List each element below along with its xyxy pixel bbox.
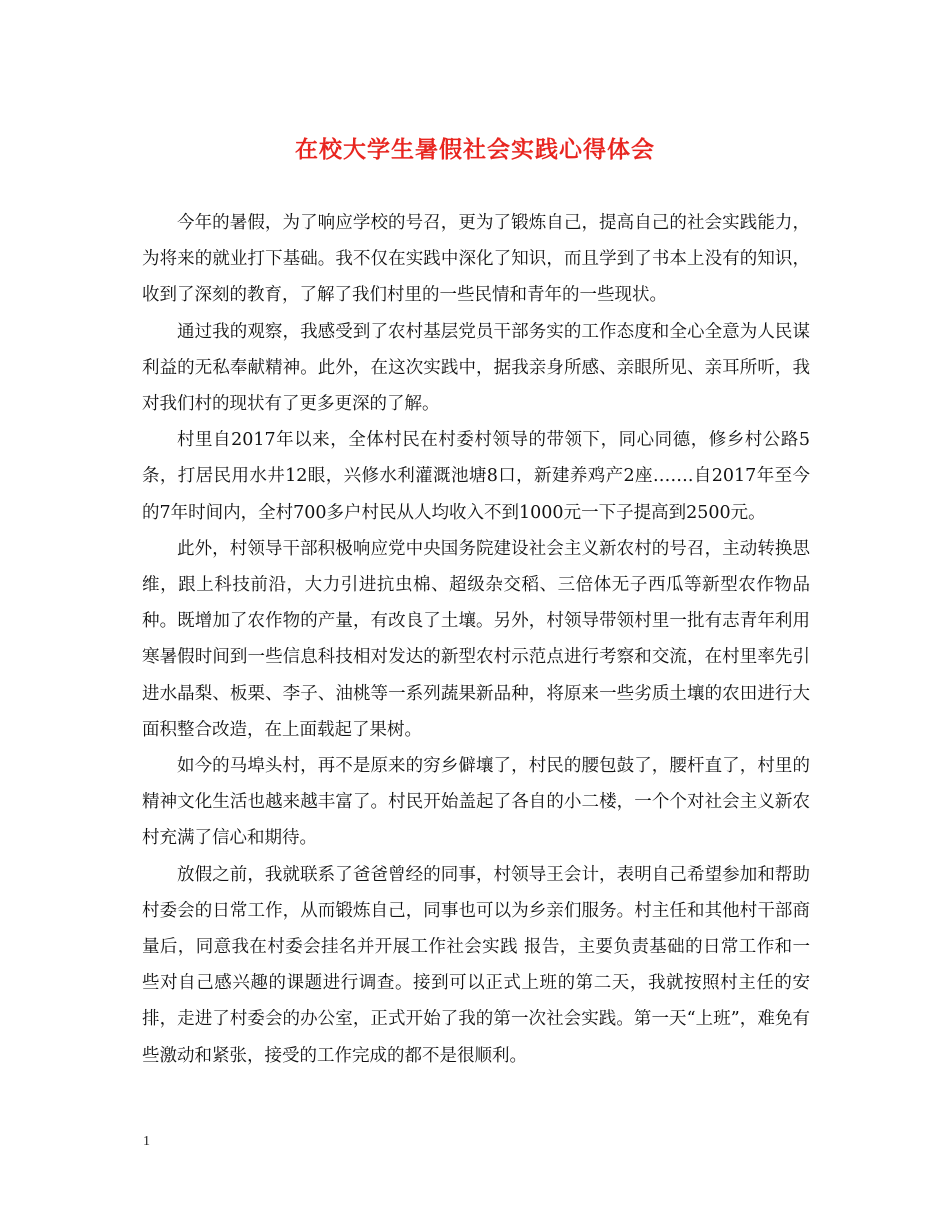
paragraph: 此外，村领导干部积极响应党中央国务院建设社会主义新农村的号召，主动转换思维，跟上科技前沿，大力引进抗虫棉、超级杂交稻、三倍体无子西瓜等新型农作物品种。既增加了农作物的产量，有改良了土壤。另外，村领导带领村里一批有志青年利用寒暑假时间到一些信息科技相对发达的新型农村示范点进行考察和交流，在村里率先引进水晶梨、板栗、李子、油桃等一系列蔬果新品种，将原来一些劣质土壤的农田进行大面积整合改造，在上面载起了果树。: [142, 538, 810, 740]
paragraph: 今年的暑假，为了响应学校的号召，更为了锻炼自己，提高自己的社会实践能力，为将来的就业打下基础。我不仅在实践中深化了知识，而且学到了书本上没有的知识，收到了深刻的教育，了解了我们村里的一些民情和青年的一些现状。: [142, 213, 810, 306]
page-number: 1: [143, 1134, 150, 1149]
paragraph: 如今的马埠头村，再不是原来的穷乡僻壤了，村民的腰包鼓了，腰杆直了，村里的精神文化生活也越来越丰富了。村民开始盖起了各自的小二楼，一个个对社会主义新农村充满了信心和期待。: [142, 756, 810, 849]
document-body: [142, 205, 810, 1074]
paragraph: 放假之前，我就联系了爸爸曾经的同事，村领导王会计，表明自己希望参加和帮助村委会的日常工作，从而锻炼自己，同事也可以为乡亲们服务。村主任和其他村干部商量后，同意我在村委会挂名并开展工作社会实践 报告，主要负责基础的日常工作和一些对自己感兴趣的课题进行调查。接到可以正式上班的第二天，我就按照村主任的安排，走进了村委会的办公室，正式开始了我的第一次社会实践。第一天“上班”，难免有些激动和紧张，接受的工作完成的都不是很顺利。: [142, 864, 810, 1066]
paragraph: 村里自2017年以来，全体村民在村委村领导的带领下，同心同德，修乡村公路5条，打居民用水井12眼，兴修水利灌溉池塘8口，新建养鸡产2座…….自2017年至今的7年时间内，全村700多户村民从人均收入不到1000元一下子提高到2500元。: [142, 430, 810, 523]
document-title: 在校大学生暑假社会实践心得体会: [295, 136, 655, 163]
paragraph: 通过我的观察，我感受到了农村基层党员干部务实的工作态度和全心全意为人民谋利益的无私奉献精神。此外，在这次实践中，据我亲身所感、亲眼所见、亲耳所听，我对我们村的现状有了更多更深的了解。: [142, 321, 810, 415]
